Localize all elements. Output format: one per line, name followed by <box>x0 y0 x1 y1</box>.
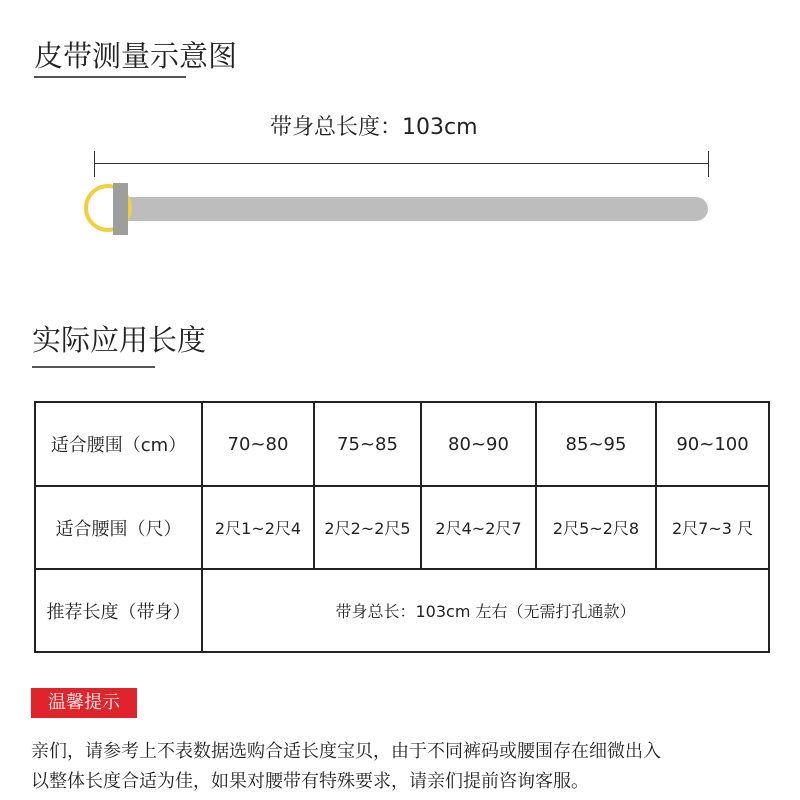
diagram-title-underline <box>34 76 186 78</box>
usage-section-title: 实际应用长度 <box>32 323 207 357</box>
usage-title-underline <box>32 366 155 368</box>
notice-line-1: 亲们，请参考上不表数据选购合适长度宝贝，由于不同裤码或腰围存在细微出入 <box>31 741 661 762</box>
table-cell: 85~95 <box>536 402 656 486</box>
belt-strap <box>118 197 708 221</box>
dimension-tick-left <box>94 151 95 177</box>
table-cell: 2尺4~2尺7 <box>421 486 536 569</box>
table-cell: 70~80 <box>202 402 314 486</box>
table-row-waist-cm <box>35 402 769 486</box>
row-label: 适合腰围（cm） <box>35 402 202 486</box>
table-cell: 75~85 <box>314 402 421 486</box>
table-cell: 2尺1~2尺4 <box>202 486 314 569</box>
table-row-recommended-length <box>35 569 769 652</box>
belt-buckle-bar <box>113 183 128 235</box>
table-cell: 2尺7~3 尺 <box>656 486 769 569</box>
size-table <box>34 401 770 653</box>
row-label: 推荐长度（带身） <box>35 569 202 652</box>
table-cell-merged: 带身总长：103cm 左右（无需打孔通款） <box>202 569 769 652</box>
belt-length-label: 带身总长度：103cm <box>270 115 478 140</box>
diagram-section-title: 皮带测量示意图 <box>34 39 238 73</box>
notice-badge: 温馨提示 <box>31 688 137 718</box>
notice-line-2: 以整体长度合适为佳，如果对腰带有特殊要求，请亲们提前咨询客服。 <box>31 771 589 792</box>
dimension-line <box>94 163 709 164</box>
table-cell: 2尺2~2尺5 <box>314 486 421 569</box>
table-cell: 90~100 <box>656 402 769 486</box>
row-label: 适合腰围（尺） <box>35 486 202 569</box>
dimension-tick-right <box>708 151 709 177</box>
table-cell: 80~90 <box>421 402 536 486</box>
table-row-waist-chi <box>35 486 769 569</box>
table-cell: 2尺5~2尺8 <box>536 486 656 569</box>
